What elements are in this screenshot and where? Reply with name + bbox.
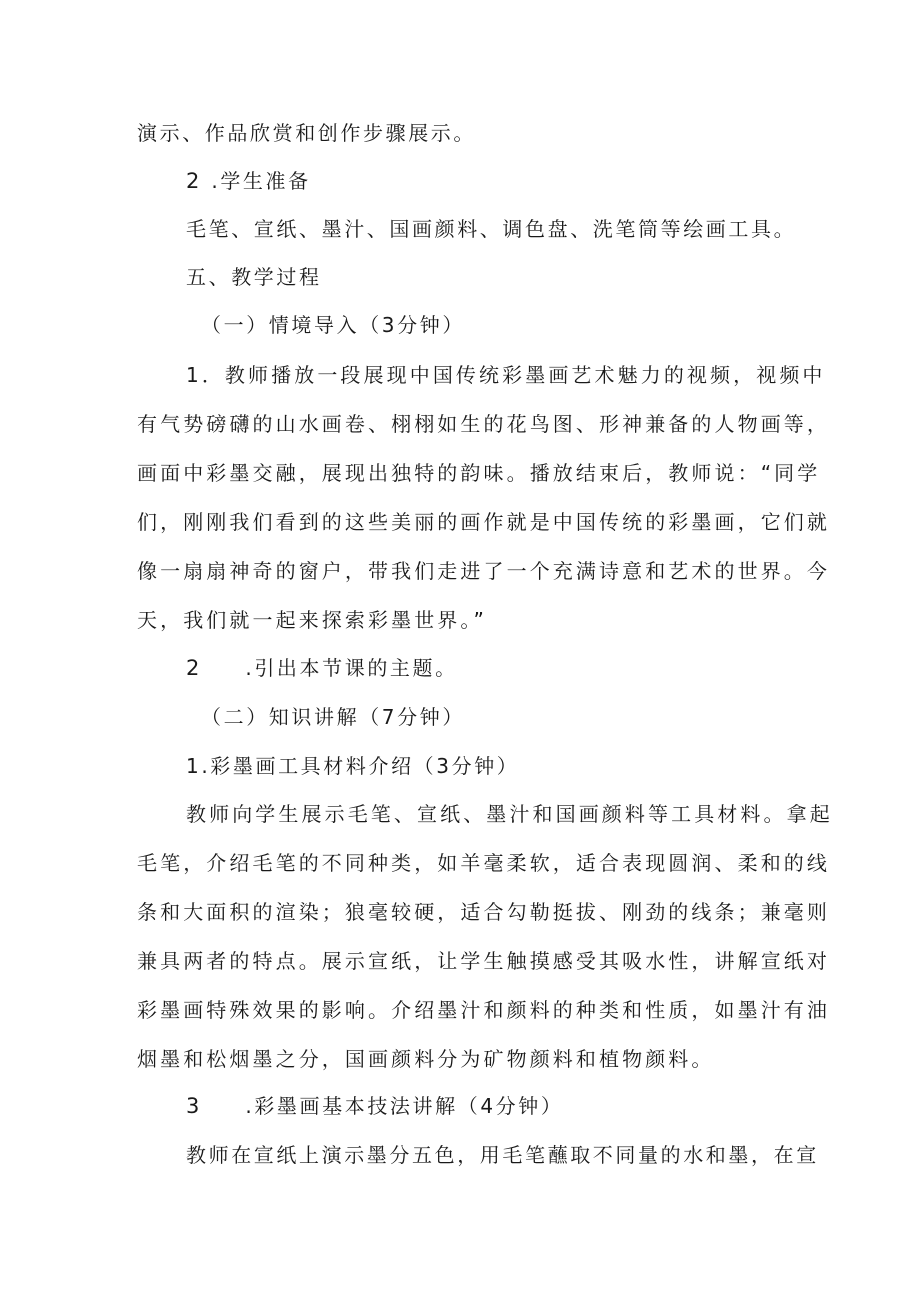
paragraph-line: 们，刚刚我们看到的这些美丽的画作就是中国传统的彩墨画，它们就	[137, 510, 830, 534]
item-heading-tools: 1.彩墨画工具材料介绍（3分钟）	[186, 754, 520, 778]
list-item-topic	[186, 651, 458, 685]
paragraph-line: 毛笔，介绍毛笔的不同种类，如羊毫柔软，适合表现圆润、柔和的线	[137, 851, 830, 875]
item-heading-techniques	[186, 1089, 563, 1123]
paragraph-line: 条和大面积的渲染；狼毫较硬，适合勾勒挺拔、刚劲的线条；兼毫则	[137, 900, 830, 924]
paragraph-line: 教师在宣纸上演示墨分五色，用毛笔蘸取不同量的水和墨，在宣	[186, 1143, 819, 1167]
item-number: 2	[186, 656, 200, 680]
subsection-heading-knowledge: （二）知识讲解（7分钟）	[201, 705, 465, 729]
paragraph-line: 天，我们就一起来探索彩墨世界。”	[137, 608, 487, 632]
text-line: 演示、作品欣赏和创作步骤展示。	[137, 121, 476, 145]
text-line: 毛笔、宣纸、墨汁、国画颜料、调色盘、洗笔筒等绘画工具。	[186, 217, 797, 241]
paragraph-line: 画面中彩墨交融，展现出独特的韵味。播放结束后，教师说：“同学	[137, 461, 821, 485]
section-heading-teaching-process: 五、教学过程	[186, 265, 322, 289]
heading-text: .学生准备	[211, 169, 311, 193]
item-number: 3	[186, 1094, 200, 1118]
paragraph-line: 教师向学生展示毛笔、宣纸、墨汁和国画颜料等工具材料。拿起	[186, 802, 833, 826]
paragraph-line: 像一扇扇神奇的窗户，带我们走进了一个充满诗意和艺术的世界。今	[137, 559, 830, 583]
item-text: .引出本节课的主题。	[245, 656, 458, 680]
subsection-heading-intro: （一）情境导入（3分钟）	[201, 313, 465, 337]
heading-text: .彩墨画基本技法讲解（4分钟）	[245, 1094, 564, 1118]
paragraph-line: 1．教师播放一段展现中国传统彩墨画艺术魅力的视频，视频中	[186, 363, 826, 387]
section-heading-student-prep	[186, 164, 311, 198]
paragraph-line: 烟墨和松烟墨之分，国画颜料分为矿物颜料和植物颜料。	[137, 1047, 715, 1071]
paragraph-line: 有气势磅礴的山水画卷、栩栩如生的花鸟图、形神兼备的人物画等，	[137, 412, 830, 436]
paragraph-line: 彩墨画特殊效果的影响。介绍墨汁和颜料的种类和性质，如墨汁有油	[137, 998, 830, 1022]
paragraph-line: 兼具两者的特点。展示宣纸，让学生触摸感受其吸水性，讲解宣纸对	[137, 949, 830, 973]
item-number: 2	[186, 169, 200, 193]
